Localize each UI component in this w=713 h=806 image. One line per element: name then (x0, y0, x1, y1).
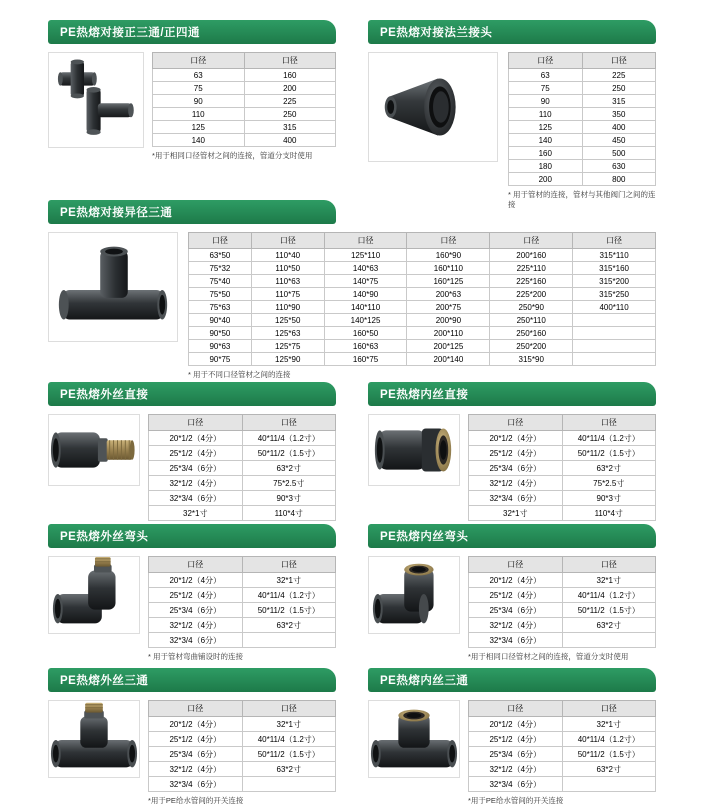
cell: 25*3/4（6分） (469, 747, 563, 762)
cell: 50*11/2（1.5寸） (562, 446, 656, 461)
table-header-row (149, 557, 336, 573)
col-header: 口径 (562, 557, 656, 573)
cell: 160*75 (324, 353, 407, 366)
table-row (469, 618, 656, 633)
cell: 32*1/2（4分） (469, 476, 563, 491)
cell: 32*1/2（4分） (149, 476, 243, 491)
section-note: * 用于不同口径管材之间的连接 (188, 370, 291, 379)
cell: 40*11/4（1.2寸） (242, 732, 336, 747)
cell: 140*63 (324, 262, 407, 275)
cell: 90 (509, 95, 583, 108)
cell: 32*1寸 (242, 717, 336, 732)
cell: 25*1/2（4分） (469, 732, 563, 747)
table-row (189, 327, 656, 340)
cell: 32*1寸 (562, 573, 656, 588)
cell: 63*2寸 (242, 461, 336, 476)
product-image-female-tee (368, 700, 460, 778)
cell: 63*2寸 (562, 461, 656, 476)
table-row (149, 476, 336, 491)
cell: 225*110 (490, 262, 573, 275)
cell: 110*63 (251, 275, 324, 288)
cell: 32*3/4（6分） (149, 491, 243, 506)
cell: 125 (509, 121, 583, 134)
table-row (509, 160, 656, 173)
cell: 160 (244, 69, 336, 82)
cell: 20*1/2（4分） (149, 431, 243, 446)
cell: 63 (509, 69, 583, 82)
section-flange (368, 20, 656, 210)
table-row (469, 476, 656, 491)
table-row (149, 446, 336, 461)
col-header: 口径 (189, 233, 252, 249)
section-title: PE热熔对接正三通/正四通 (48, 20, 336, 44)
cell: 63*2寸 (562, 762, 656, 777)
cell: 40*11/4（1.2寸） (242, 431, 336, 446)
cell: 450 (582, 134, 656, 147)
cell: 110*40 (251, 249, 324, 262)
cell: 32*3/4（6分） (149, 777, 243, 792)
cell: 160*90 (407, 249, 490, 262)
cell: 110*50 (251, 262, 324, 275)
cell (573, 340, 656, 353)
cell: 25*1/2（4分） (469, 588, 563, 603)
col-header: 口径 (149, 701, 243, 717)
table-row (189, 353, 656, 366)
cell: 140*75 (324, 275, 407, 288)
col-header: 口径 (490, 233, 573, 249)
cell: 250*90 (490, 301, 573, 314)
cell: 110*90 (251, 301, 324, 314)
cell: 140 (153, 134, 245, 147)
table-row (153, 121, 336, 134)
product-image-female-straight (368, 414, 460, 486)
table-row (469, 777, 656, 792)
cell: 225 (582, 69, 656, 82)
cell: 200*63 (407, 288, 490, 301)
table-row (509, 95, 656, 108)
section-note: *用于PE给水管间的开关连接 (148, 796, 244, 805)
cell: 75 (153, 82, 245, 95)
table-row (469, 732, 656, 747)
table-row (149, 732, 336, 747)
cell: 50*11/2（1.5寸） (242, 747, 336, 762)
cell: 90*3寸 (242, 491, 336, 506)
section-title: PE热熔内丝直接 (368, 382, 656, 406)
cell: 250*200 (490, 340, 573, 353)
cell: 630 (582, 160, 656, 173)
cell: 63*2寸 (242, 618, 336, 633)
section-female-straight (368, 382, 656, 535)
section-note: * 用于管材弯曲铺设时的连接 (148, 652, 244, 661)
table-row (189, 275, 656, 288)
table-header-row (469, 415, 656, 431)
cell: 180 (509, 160, 583, 173)
cell: 200*140 (407, 353, 490, 366)
cell: 315 (244, 121, 336, 134)
cell: 75*32 (189, 262, 252, 275)
section-male-elbow (48, 524, 336, 662)
table-row (149, 603, 336, 618)
col-header: 口径 (251, 233, 324, 249)
section-note: *用于相同口径管材之间的连接，管道分支时使用 (468, 652, 629, 661)
cell: 40*11/4（1.2寸） (562, 732, 656, 747)
cell: 800 (582, 173, 656, 186)
table-header-row (509, 53, 656, 69)
cell: 40*11/4（1.2寸） (562, 431, 656, 446)
section-title: PE热熔内丝三通 (368, 668, 656, 692)
table-header-row (469, 701, 656, 717)
spec-table-wrap (148, 414, 336, 535)
cell: 110 (153, 108, 245, 121)
cell: 40*11/4（1.2寸） (242, 588, 336, 603)
cell: 200*160 (490, 249, 573, 262)
cell: 160*63 (324, 340, 407, 353)
cell: 200*75 (407, 301, 490, 314)
cell: 63*2寸 (562, 618, 656, 633)
table-row (509, 82, 656, 95)
section-note: *用于相同口径管材之间的连接，管道分支时使用 (152, 151, 313, 160)
cell: 20*1/2（4分） (149, 573, 243, 588)
cell: 225*160 (490, 275, 573, 288)
table-row (149, 633, 336, 648)
col-header: 口径 (469, 701, 563, 717)
table-row (149, 461, 336, 476)
cell: 32*1/2（4分） (149, 618, 243, 633)
table-header-row (149, 701, 336, 717)
table-row (469, 717, 656, 732)
col-header: 口径 (149, 557, 243, 573)
cell: 200*90 (407, 314, 490, 327)
cell: 63*2寸 (242, 762, 336, 777)
table-row (469, 491, 656, 506)
table-row (469, 461, 656, 476)
table-row (153, 82, 336, 95)
cell: 225*200 (490, 288, 573, 301)
cell: 25*1/2（4分） (149, 588, 243, 603)
table-row (149, 618, 336, 633)
table-row (509, 173, 656, 186)
cell: 25*3/4（6分） (149, 461, 243, 476)
cell: 32*3/4（6分） (469, 491, 563, 506)
cell: 32*1/2（4分） (469, 618, 563, 633)
table-row (509, 121, 656, 134)
table-header-row (149, 415, 336, 431)
table-row (153, 95, 336, 108)
cell: 50*11/2（1.5寸） (562, 603, 656, 618)
cell: 32*3/4（6分） (469, 777, 563, 792)
cell: 90*40 (189, 314, 252, 327)
cell: 160*125 (407, 275, 490, 288)
col-header: 口径 (242, 557, 336, 573)
cell: 250*160 (490, 327, 573, 340)
section-tee-cross (48, 20, 336, 161)
cell: 140*125 (324, 314, 407, 327)
table-row (149, 506, 336, 521)
cell: 200*110 (407, 327, 490, 340)
cell: 75*40 (189, 275, 252, 288)
cell: 25*1/2（4分） (149, 732, 243, 747)
product-image-reducing-tee (48, 232, 178, 342)
spec-table-tee-cross (152, 52, 336, 147)
section-title: PE热熔对接法兰接头 (368, 20, 656, 44)
table-row (469, 431, 656, 446)
cell: 50*11/2（1.5寸） (562, 747, 656, 762)
cell: 20*1/2（4分） (469, 431, 563, 446)
cell: 50*11/2（1.5寸） (242, 603, 336, 618)
cell: 140 (509, 134, 583, 147)
col-header: 口径 (244, 53, 336, 69)
cell: 90*3寸 (562, 491, 656, 506)
table-row (149, 747, 336, 762)
cell: 90*63 (189, 340, 252, 353)
cell: 200 (244, 82, 336, 95)
cell: 160*110 (407, 262, 490, 275)
table-row (149, 431, 336, 446)
cell: 110 (509, 108, 583, 121)
spec-table-wrap (468, 414, 656, 535)
section-male-tee (48, 668, 336, 806)
table-row (189, 301, 656, 314)
cell (242, 633, 336, 648)
table-row (509, 108, 656, 121)
table-row (149, 573, 336, 588)
cell: 90*75 (189, 353, 252, 366)
col-header: 口径 (562, 701, 656, 717)
cell: 20*1/2（4分） (149, 717, 243, 732)
cell: 32*1寸 (469, 506, 563, 521)
cell: 50*11/2（1.5寸） (242, 446, 336, 461)
cell: 160*50 (324, 327, 407, 340)
spec-table-wrap (148, 700, 336, 806)
col-header: 口径 (149, 415, 243, 431)
col-header: 口径 (153, 53, 245, 69)
spec-table-male-tee (148, 700, 336, 792)
col-header: 口径 (324, 233, 407, 249)
cell: 250 (244, 108, 336, 121)
col-header: 口径 (469, 415, 563, 431)
cell: 75*2.5寸 (242, 476, 336, 491)
spec-table-wrap (152, 52, 336, 161)
cell: 125*90 (251, 353, 324, 366)
table-row (509, 134, 656, 147)
section-title: PE热熔对接异径三通 (48, 200, 336, 224)
spec-table-wrap (508, 52, 656, 210)
col-header: 口径 (562, 415, 656, 431)
cell: 25*3/4（6分） (149, 603, 243, 618)
cell: 32*1/2（4分） (469, 762, 563, 777)
spec-table-wrap (148, 556, 336, 662)
cell: 315*90 (490, 353, 573, 366)
table-row (509, 147, 656, 160)
cell: 315*160 (573, 262, 656, 275)
col-header: 口径 (242, 415, 336, 431)
product-image-male-straight (48, 414, 140, 486)
spec-table-female-straight (468, 414, 656, 521)
table-row (469, 633, 656, 648)
cell (573, 314, 656, 327)
section-title: PE热熔外丝弯头 (48, 524, 336, 548)
cell: 125*50 (251, 314, 324, 327)
spec-table-flange (508, 52, 656, 186)
spec-table-male-straight (148, 414, 336, 521)
cell: 500 (582, 147, 656, 160)
table-row (509, 69, 656, 82)
cell: 40*11/4（1.2寸） (562, 588, 656, 603)
cell: 400*110 (573, 301, 656, 314)
cell: 125 (153, 121, 245, 134)
cell: 110*4寸 (562, 506, 656, 521)
col-header: 口径 (242, 701, 336, 717)
spec-table-wrap (468, 700, 656, 806)
cell: 160 (509, 147, 583, 160)
cell: 125*110 (324, 249, 407, 262)
cell: 32*3/4（6分） (149, 633, 243, 648)
cell (562, 633, 656, 648)
col-header: 口径 (469, 557, 563, 573)
cell: 25*3/4（6分） (149, 747, 243, 762)
section-title: PE热熔外丝直接 (48, 382, 336, 406)
spec-table-male-elbow (148, 556, 336, 648)
cell: 315*200 (573, 275, 656, 288)
cell: 90 (153, 95, 245, 108)
product-image-male-tee (48, 700, 140, 778)
table-row (149, 588, 336, 603)
cell: 32*1寸 (242, 573, 336, 588)
table-row (149, 777, 336, 792)
table-row (153, 134, 336, 147)
cell: 200*125 (407, 340, 490, 353)
cell: 63*50 (189, 249, 252, 262)
table-row (189, 249, 656, 262)
cell: 315*110 (573, 249, 656, 262)
section-note: * 用于管材的连接，管材与其他阀门之间的连接 (508, 190, 656, 210)
cell: 400 (244, 134, 336, 147)
cell: 125*75 (251, 340, 324, 353)
table-header-row (469, 557, 656, 573)
cell: 350 (582, 108, 656, 121)
cell: 20*1/2（4分） (469, 573, 563, 588)
col-header: 口径 (582, 53, 656, 69)
cell: 32*1寸 (562, 717, 656, 732)
cell: 75 (509, 82, 583, 95)
spec-table-female-elbow (468, 556, 656, 648)
section-note: *用于PE给水管间的开关连接 (468, 796, 564, 805)
cell: 75*50 (189, 288, 252, 301)
product-image-tee-cross (48, 52, 144, 148)
table-row (469, 603, 656, 618)
cell: 32*1/2（4分） (149, 762, 243, 777)
section-title: PE热熔内丝弯头 (368, 524, 656, 548)
table-row (153, 69, 336, 82)
cell: 315 (582, 95, 656, 108)
table-row (469, 588, 656, 603)
cell: 75*63 (189, 301, 252, 314)
cell: 140*110 (324, 301, 407, 314)
section-female-tee (368, 668, 656, 806)
col-header: 口径 (509, 53, 583, 69)
cell (573, 353, 656, 366)
table-header-row (153, 53, 336, 69)
table-row (153, 108, 336, 121)
spec-table-reducing-tee (188, 232, 656, 366)
section-reducing-tee (48, 200, 656, 380)
cell: 225 (244, 95, 336, 108)
col-header: 口径 (573, 233, 656, 249)
cell: 400 (582, 121, 656, 134)
spec-table-wrap (188, 232, 656, 380)
col-header: 口径 (407, 233, 490, 249)
cell: 110*75 (251, 288, 324, 301)
table-row (469, 506, 656, 521)
cell (242, 777, 336, 792)
section-female-elbow (368, 524, 656, 662)
cell: 140*90 (324, 288, 407, 301)
table-row (189, 340, 656, 353)
cell: 75*2.5寸 (562, 476, 656, 491)
table-row (469, 762, 656, 777)
cell (562, 777, 656, 792)
table-row (469, 446, 656, 461)
table-row (149, 717, 336, 732)
table-row (469, 573, 656, 588)
section-male-straight (48, 382, 336, 535)
table-row (149, 491, 336, 506)
spec-table-female-tee (468, 700, 656, 792)
table-row (189, 262, 656, 275)
cell: 63 (153, 69, 245, 82)
cell: 250 (582, 82, 656, 95)
table-row (149, 762, 336, 777)
cell: 25*1/2（4分） (149, 446, 243, 461)
cell: 125*63 (251, 327, 324, 340)
cell: 32*1寸 (149, 506, 243, 521)
cell: 90*50 (189, 327, 252, 340)
table-row (469, 747, 656, 762)
spec-table-wrap (468, 556, 656, 662)
cell: 200 (509, 173, 583, 186)
section-title: PE热熔外丝三通 (48, 668, 336, 692)
product-image-male-elbow (48, 556, 140, 634)
cell: 32*3/4（6分） (469, 633, 563, 648)
cell: 25*1/2（4分） (469, 446, 563, 461)
cell: 20*1/2（4分） (469, 717, 563, 732)
product-image-flange (368, 52, 498, 162)
table-header-row (189, 233, 656, 249)
table-row (189, 314, 656, 327)
cell: 315*250 (573, 288, 656, 301)
cell: 250*110 (490, 314, 573, 327)
table-row (189, 288, 656, 301)
cell: 25*3/4（6分） (469, 603, 563, 618)
cell (573, 327, 656, 340)
product-image-female-elbow (368, 556, 460, 634)
cell: 25*3/4（6分） (469, 461, 563, 476)
cell: 110*4寸 (242, 506, 336, 521)
